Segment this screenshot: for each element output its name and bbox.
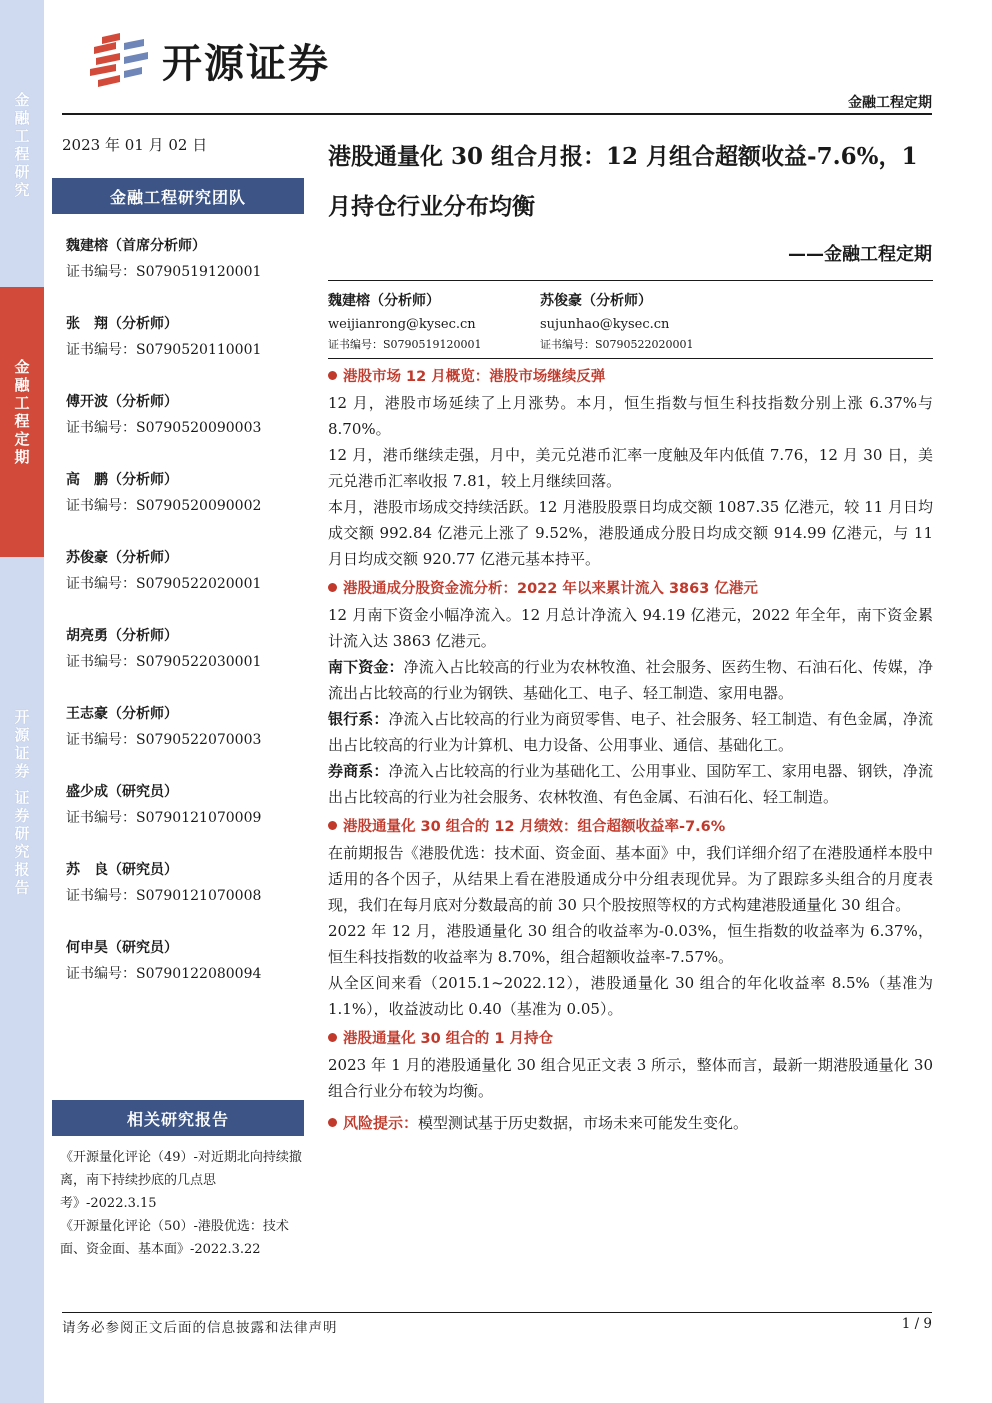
report-series-tag: ——金融工程定期 [788, 244, 932, 265]
paragraph-lead: 南下资金： [328, 658, 404, 676]
related-report-link[interactable]: 《开源量化评论（50）-港股优选：技术面、资金面、基本面》-2022.3.22 [60, 1219, 289, 1257]
analyst-cert: 证书编号：S0790519120001 [66, 264, 262, 280]
page-number: 1 / 9 [901, 1316, 932, 1332]
paragraph: 南下资金：净流入占比较高的行业为农林牧渔、社会服务、医药生物、石油石化、传媒，净流出占比较高的行业为钢铁、基础化工、电子、轻工制造、家用电器。 [328, 658, 933, 702]
analyst-name: 王志豪（分析师） [66, 706, 178, 722]
analyst-name: 傅开波（分析师） [66, 394, 178, 410]
author-name: 魏建榕（分析师） [328, 293, 440, 309]
author-item [540, 290, 752, 354]
side-bar-label: 金融工程定期 [12, 359, 31, 467]
author-cert: 证书编号：S0790519120001 [328, 338, 482, 351]
analyst-name: 高 鹏（分析师） [66, 472, 178, 488]
section-heading: 港股通量化 30 组合的 12 月绩效：组合超额收益率-7.6% [328, 814, 933, 840]
paragraph: 从全区间来看（2015.1~2022.12），港股通量化 30 组合的年化收益率 8.5%（基准为 1.1%），收益波动比 0.40（基准为 0.05）。 [328, 974, 933, 1018]
paragraph: 12 月南下资金小幅净流入。12 月总计净流入 94.19 亿港元，2022 年全年，南下资金累计流入达 3863 亿港元。 [328, 606, 933, 650]
risk-label: 风险提示： [343, 1114, 419, 1132]
brand-logo [86, 32, 330, 89]
bullet-dot-icon [328, 821, 337, 830]
analyst-name: 张 翔（分析师） [66, 316, 178, 332]
brand-name: 开源证券 [162, 41, 330, 87]
analyst-item [66, 938, 306, 1016]
analyst-cert: 证书编号：S0790520090002 [66, 498, 262, 514]
analyst-item [66, 548, 306, 626]
author-divider [328, 358, 933, 359]
footer-divider [62, 1312, 932, 1313]
logo-icon [86, 33, 156, 89]
analyst-item [66, 626, 306, 704]
report-summary [328, 364, 933, 1136]
analyst-cert: 证书编号：S0790522020001 [66, 576, 262, 592]
analyst-cert: 证书编号：S0790522030001 [66, 654, 262, 670]
side-bar-segment-periodic [0, 287, 44, 557]
analyst-cert: 证书编号：S0790122080094 [66, 966, 262, 982]
analyst-cert: 证书编号：S0790121070009 [66, 810, 262, 826]
analyst-item [66, 236, 306, 314]
analyst-item [66, 782, 306, 860]
bullet-dot-icon [328, 1118, 337, 1127]
paragraph: 券商系：净流入占比较高的行业为基础化工、公用事业、国防军工、家用电器、钢铁，净流出占比较高的行业为社会服务、农林牧渔、有色金属、石油石化、轻工制造。 [328, 762, 933, 806]
report-date: 2023 年 01 月 02 日 [62, 136, 208, 154]
paragraph: 2022 年 12 月，港股通量化 30 组合的收益率为-0.03%，恒生指数的收益率为 6.37%，恒生科技指数的收益率为 8.70%，组合超额收益率-7.57%。 [328, 922, 933, 966]
analyst-name: 苏 良（研究员） [66, 862, 178, 878]
analyst-item [66, 860, 306, 938]
analyst-cert: 证书编号：S0790522070003 [66, 732, 262, 748]
author-email[interactable]: sujunhao@kysec.cn [540, 317, 670, 332]
bullet-dot-icon [328, 371, 337, 380]
analyst-item [66, 470, 306, 548]
side-bar [0, 0, 44, 1403]
section-heading: 港股通量化 30 组合的 1 月持仓 [328, 1026, 933, 1052]
paragraph: 12 月，港币继续走强，月中，美元兑港币汇率一度触及年内低值 7.76，12 月 30 日，美元兑港币汇率收报 7.81，较上月继续回落。 [328, 446, 933, 490]
title-divider [328, 280, 933, 281]
section-heading: 港股通成分股资金流分析：2022 年以来累计流入 3863 亿港元 [328, 576, 933, 602]
author-item [328, 290, 540, 354]
analyst-name: 魏建榕（首席分析师） [66, 238, 206, 254]
analyst-item [66, 704, 306, 782]
related-report-link[interactable]: 《开源量化评论（49）-对近期北向持续撤离，南下持续抄底的几点思考》-2022.3.15 [60, 1150, 302, 1211]
paragraph: 在前期报告《港股优选：技术面、资金面、基本面》中，我们详细介绍了在港股通样本股中适用的各个因子，从结果上看在港股通成分中分组表现优异。为了跟踪多头组合的月度表现，我们在每月底对分数最高的前 30 只个股按照等权的方式构建港股通量化 30 组合。 [328, 844, 933, 914]
paragraph-lead: 银行系： [328, 710, 389, 728]
analyst-name: 胡亮勇（分析师） [66, 628, 178, 644]
analyst-cert: 证书编号：S0790121070008 [66, 888, 262, 904]
side-bar-segment-research [0, 0, 44, 287]
bullet-dot-icon [328, 583, 337, 592]
paragraph: 本月，港股市场成交持续活跃。12 月港股股票日均成交额 1087.35 亿港元，较 11 月日均成交额 992.84 亿港元上涨了 9.52%，港股通成分股日均成交额 914.99 亿港元，与 11 月日均成交额 920.77 亿港元基本持平。 [328, 498, 933, 568]
side-bar-label: 开源证券 证券研究报告 [12, 709, 31, 898]
analyst-cert: 证书编号：S0790520090003 [66, 420, 262, 436]
analyst-cert: 证书编号：S0790520110001 [66, 342, 262, 358]
bullet-dot-icon [328, 1033, 337, 1042]
analyst-list [66, 236, 306, 1016]
footer-disclaimer: 请务必参阅正文后面的信息披露和法律声明 [62, 1320, 338, 1336]
paragraph: 12 月，港股市场延续了上月涨势。本月，恒生指数与恒生科技指数分别上涨 6.37%与 8.70%。 [328, 394, 933, 438]
analyst-name: 盛少成（研究员） [66, 784, 178, 800]
paragraph-lead: 券商系： [328, 762, 389, 780]
analyst-item [66, 314, 306, 392]
header-divider [62, 113, 932, 115]
risk-note: 风险提示：模型测试基于历史数据，市场未来可能发生变化。 [328, 1110, 933, 1136]
paragraph: 2023 年 1 月的港股通量化 30 组合见正文表 3 所示，整体而言，最新一期港股通量化 30 组合行业分布较为均衡。 [328, 1056, 933, 1100]
author-block [328, 290, 933, 354]
related-reports-list [60, 1146, 310, 1261]
paragraph: 银行系：净流入占比较高的行业为商贸零售、电子、社会服务、轻工制造、有色金属，净流出占比较高的行业为计算机、电力设备、公用事业、通信、基础化工。 [328, 710, 933, 754]
section-heading: 港股市场 12 月概览：港股市场继续反弹 [328, 364, 933, 390]
author-cert: 证书编号：S0790522020001 [540, 338, 694, 351]
author-name: 苏俊豪（分析师） [540, 293, 652, 309]
analyst-name: 何申昊（研究员） [66, 940, 178, 956]
side-bar-label: 金融工程研究 [12, 92, 31, 200]
header-category: 金融工程定期 [848, 95, 932, 111]
side-bar-segment-brand [0, 557, 44, 1403]
report-title: 港股通量化 30 组合月报：12 月组合超额收益-7.6%，1 月持仓行业分布均衡 [328, 143, 918, 220]
analyst-name: 苏俊豪（分析师） [66, 550, 178, 566]
related-reports-heading: 相关研究报告 [52, 1100, 304, 1136]
team-heading: 金融工程研究团队 [52, 178, 304, 214]
analyst-item [66, 392, 306, 470]
author-email[interactable]: weijianrong@kysec.cn [328, 317, 476, 332]
